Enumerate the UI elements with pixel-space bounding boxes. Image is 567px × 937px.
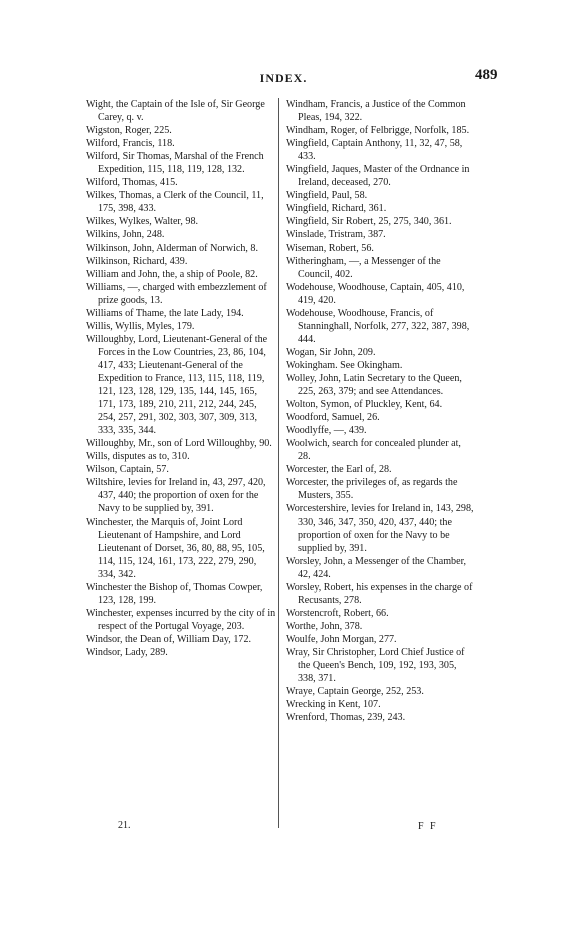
index-entry: Wingfield, Richard, 361.	[286, 203, 387, 215]
index-entry: Wilkes, Wylkes, Walter, 98.	[86, 216, 199, 228]
index-entry: Wrecking in Kent, 107.	[286, 699, 381, 711]
index-entry: Williams of Thame, the late Lady, 194.	[86, 307, 244, 319]
index-entry: Wokingham. See Okingham.	[286, 359, 403, 371]
index-entry: Wilkins, John, 248.	[86, 229, 165, 241]
index-entry: Wigston, Roger, 225.	[86, 125, 172, 137]
index-entry: Wray, Sir Christopher, Lord Chief Justice of the Queen's Bench, 109, 192, 193, 305, 338, 371.	[286, 646, 465, 685]
index-entry: Wolley, John, Latin Secretary to the Queen, 225, 263, 379; and see Attendances.	[286, 372, 462, 398]
index-entry: Worsley, John, a Messenger of the Chamber, 42, 424.	[286, 555, 467, 580]
index-entry: Windsor, Lady, 289.	[86, 646, 168, 658]
page-number: 489	[475, 67, 498, 83]
index-entry: Worthe, John, 378.	[286, 620, 363, 632]
index-entry: Worstencroft, Robert, 66.	[286, 607, 389, 619]
index-entry: Wingfield, Captain Anthony, 11, 32, 47, 58, 433.	[286, 138, 463, 163]
signature-mark-right: F F	[418, 821, 438, 832]
index-entry: Worcester, the privileges of, as regards the Musters, 355.	[286, 477, 458, 502]
index-entry: Wiseman, Robert, 56.	[286, 242, 374, 254]
index-entry: Wilford, Sir Thomas, Marshal of the French Expedition, 115, 118, 119, 128, 132.	[86, 151, 264, 176]
index-entry: Williams, —, charged with embezzlement of prize goods, 13.	[86, 281, 267, 306]
index-entry: Willis, Wyllis, Myles, 179.	[86, 320, 195, 332]
index-entry: Winchester, the Marquis of, Joint Lord Lieutenant of Hampshire, and Lord Lieutenant of Dorset, 36, 80, 88, 95, 105, 114, 115, 124, 161, 173, 222, 279, 290, 334, 342.	[86, 516, 265, 580]
index-entry: Wilson, Captain, 57.	[86, 464, 169, 476]
index-entry: Winchester the Bishop of, Thomas Cowper, 123, 128, 199.	[86, 581, 263, 606]
index-entry: Wight, the Captain of the Isle of, Sir George Carey, q. v.	[86, 99, 265, 124]
index-entry: Wolton, Symon, of Pluckley, Kent, 64.	[286, 399, 443, 411]
page-header-title: INDEX.	[259, 71, 308, 85]
index-entry: Woulfe, John Morgan, 277.	[286, 633, 397, 645]
index-entry: Wills, disputes as to, 310.	[86, 451, 190, 463]
index-entry: Windsor, the Dean of, William Day, 172.	[86, 633, 252, 645]
index-entry: Wilford, Thomas, 415.	[86, 177, 178, 189]
index-entry: Wraye, Captain George, 252, 253.	[286, 686, 424, 698]
index-entry: Winslade, Tristram, 387.	[286, 229, 386, 241]
index-entry: Wrenford, Thomas, 239, 243.	[286, 712, 406, 724]
index-entry: William and John, the, a ship of Poole, 82.	[86, 268, 258, 280]
index-entry: Wodehouse, Woodhouse, Captain, 405, 410, 419, 420.	[286, 281, 465, 306]
index-entry: Wiltshire, levies for Ireland in, 43, 297, 420, 437, 440; the proportion of oxen for the Navy to be supplied by, 391.	[86, 477, 266, 515]
index-entry: Wilkinson, John, Alderman of Norwich, 8.	[86, 242, 259, 254]
index-column-left	[86, 98, 276, 659]
column-divider	[278, 98, 279, 828]
index-entry: Wilford, Francis, 118.	[86, 138, 175, 150]
index-column-right	[286, 98, 476, 724]
index-entry: Woolwich, search for concealed plunder at, 28.	[286, 438, 461, 463]
index-entry: Willoughby, Lord, Lieutenant-General of the Forces in the Low Countries, 23, 86, 104, 417, 433; Lieutenant-General of the Expedition to France, 113, 115, 118, 119, 121, 123, 128, 129, 135, 144, 145, 165, 171, 173, 189, 210, 211, 212, 244, 245, 254, 257, 291, 302, 303, 307, 309, 313, 333, 335, 344.	[86, 333, 268, 437]
index-entry: Witheringham, —, a Messenger of the Council, 402.	[286, 255, 441, 280]
index-entry: Woodford, Samuel, 26.	[286, 412, 380, 424]
index-entry: Wogan, Sir John, 209.	[286, 346, 376, 358]
index-entry: Wodehouse, Woodhouse, Francis, of Stanninghall, Norfolk, 277, 322, 387, 398, 444.	[286, 307, 470, 345]
index-entry: Worcester, the Earl of, 28.	[286, 464, 392, 476]
index-entry: Wingfield, Jaques, Master of the Ordnance in Ireland, deceased, 270.	[286, 164, 470, 189]
index-entry: Woodlyffe, —, 439.	[286, 425, 367, 437]
index-entry: Wingfield, Sir Robert, 25, 275, 340, 361.	[286, 216, 452, 228]
index-entry: Windham, Roger, of Felbrigge, Norfolk, 185.	[286, 125, 470, 137]
signature-mark: 21.	[118, 820, 131, 831]
index-entry: Worsley, Robert, his expenses in the charge of Recusants, 278.	[286, 581, 473, 606]
index-entry: Windham, Francis, a Justice of the Common Pleas, 194, 322.	[286, 99, 466, 124]
index-entry: Wingfield, Paul, 58.	[286, 190, 368, 202]
index-entry: Willoughby, Mr., son of Lord Willoughby, 90.	[86, 438, 272, 450]
index-entry: Wilkinson, Richard, 439.	[86, 255, 188, 267]
index-entry: Worcestershire, levies for Ireland in, 143, 298, 330, 346, 347, 350, 420, 437, 440; the proportion of oxen for the Navy to be supplied by, 391.	[286, 503, 474, 554]
index-entry: Wilkes, Thomas, a Clerk of the Council, 11, 175, 398, 433.	[86, 190, 264, 215]
index-entry: Winchester, expenses incurred by the city of in respect of the Portugal Voyage, 203.	[86, 607, 276, 632]
